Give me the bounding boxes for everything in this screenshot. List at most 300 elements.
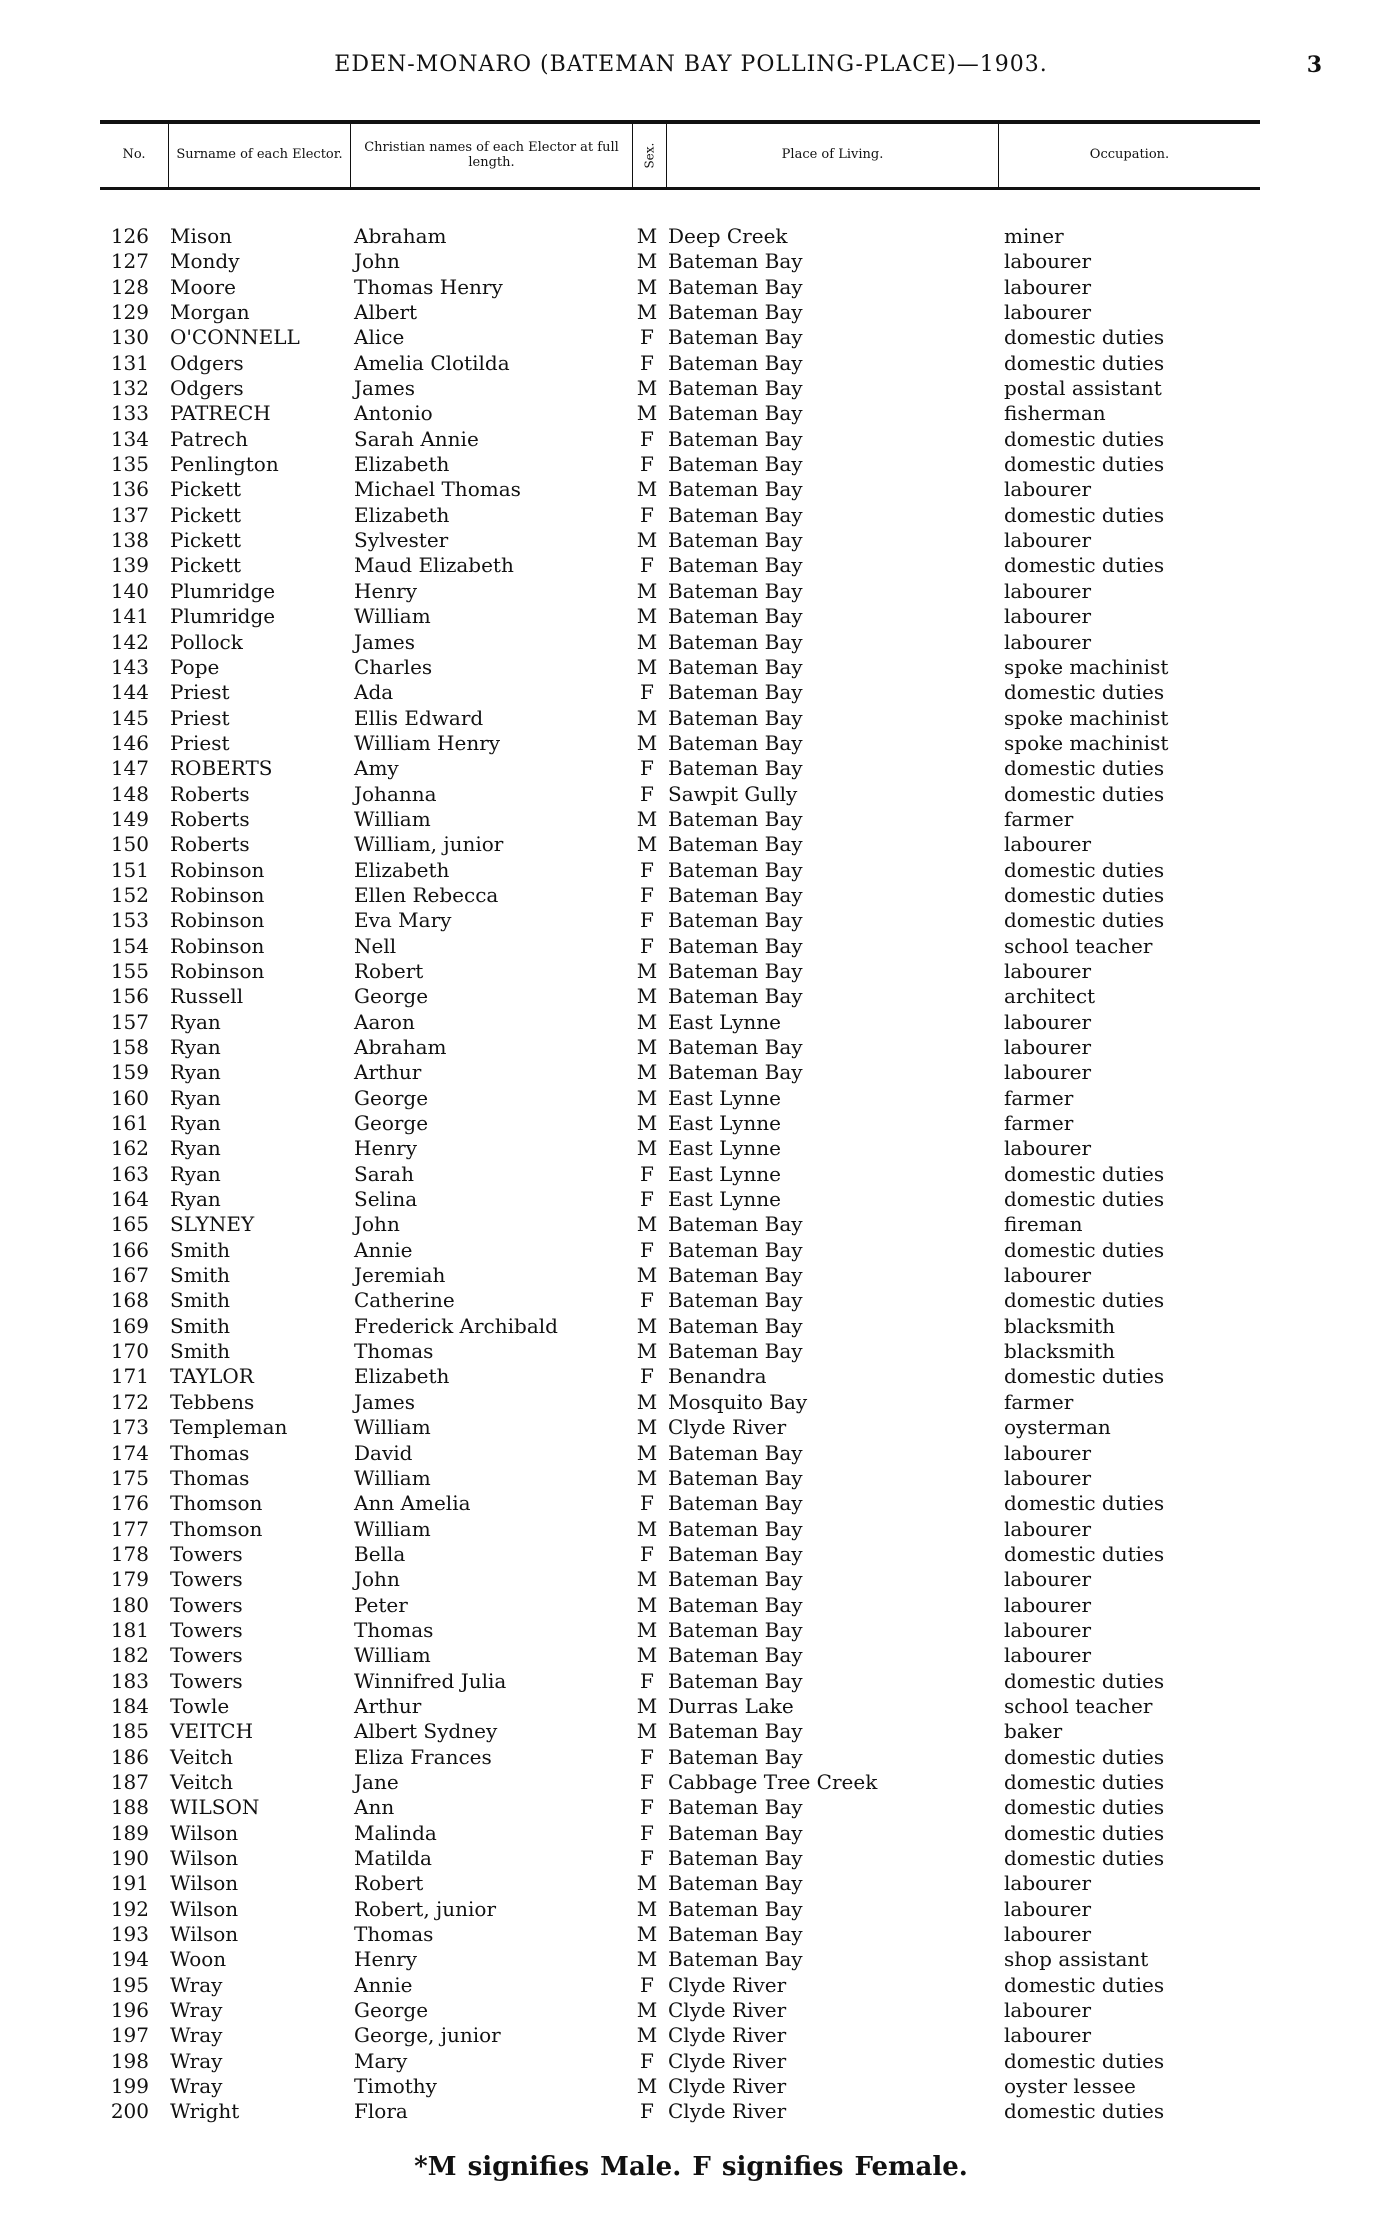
- elector-place: Clyde River: [668, 1972, 787, 1997]
- elector-surname: Towers: [170, 1643, 243, 1668]
- elector-number: 181: [110, 1617, 149, 1642]
- elector-number: 134: [110, 426, 149, 451]
- column-header-occupation: Occupation.: [998, 124, 1260, 187]
- elector-given-names: George, junior: [354, 2023, 501, 2048]
- elector-occupation: domestic duties: [1004, 857, 1165, 882]
- elector-given-names: Frederick Archibald: [354, 1313, 558, 1338]
- elector-sex: M: [636, 1263, 658, 1288]
- table-row: [0, 1441, 1382, 1466]
- elector-surname: Wray: [170, 2074, 223, 2099]
- elector-given-names: Mary: [354, 2048, 408, 2073]
- elector-place: Bateman Bay: [668, 1719, 803, 1744]
- elector-sex: M: [636, 730, 658, 755]
- elector-given-names: Amy: [354, 756, 399, 781]
- elector-surname: Towers: [170, 1668, 243, 1693]
- elector-number: 169: [110, 1313, 149, 1338]
- table-row: [0, 655, 1382, 680]
- elector-sex: M: [636, 1313, 658, 1338]
- table-row: [0, 1288, 1382, 1313]
- table-row: [0, 401, 1382, 426]
- table-row: [0, 984, 1382, 1009]
- elector-number: 135: [110, 452, 149, 477]
- elector-surname: Pickett: [170, 502, 242, 527]
- elector-place: Bateman Bay: [668, 528, 803, 553]
- elector-sex: M: [636, 832, 658, 857]
- elector-surname: Towle: [170, 1693, 230, 1718]
- elector-place: East Lynne: [668, 1085, 782, 1110]
- elector-surname: Mondy: [170, 249, 240, 274]
- elector-surname: Veitch: [170, 1744, 233, 1769]
- elector-number: 133: [110, 401, 149, 426]
- elector-sex: F: [640, 908, 654, 933]
- elector-number: 195: [110, 1972, 149, 1997]
- table-row: [0, 2074, 1382, 2099]
- elector-number: 126: [110, 224, 149, 248]
- elector-given-names: James: [354, 376, 416, 401]
- elector-number: 178: [110, 1541, 149, 1566]
- elector-sex: M: [636, 958, 658, 983]
- elector-given-names: Thomas: [354, 1617, 434, 1642]
- table-row: [0, 1187, 1382, 1212]
- elector-sex: M: [636, 1592, 658, 1617]
- elector-sex: M: [636, 249, 658, 274]
- elector-place: Bateman Bay: [668, 857, 803, 882]
- elector-number: 183: [110, 1668, 149, 1693]
- elector-place: Bateman Bay: [668, 1035, 803, 1059]
- elector-place: Bateman Bay: [668, 1896, 803, 1921]
- elector-place: Bateman Bay: [668, 1212, 803, 1237]
- elector-sex: M: [636, 1212, 658, 1237]
- elector-place: Bateman Bay: [668, 274, 803, 299]
- column-header-no: No.: [122, 147, 146, 163]
- table-row: [0, 1897, 1382, 1922]
- elector-occupation: labourer: [1004, 832, 1092, 857]
- elector-sex: F: [640, 452, 654, 477]
- elector-given-names: Catherine: [354, 1288, 455, 1313]
- table-row: [0, 908, 1382, 933]
- column-header-sex: [632, 124, 666, 187]
- elector-number: 143: [110, 654, 149, 679]
- elector-occupation: labourer: [1004, 1136, 1092, 1161]
- elector-sex: M: [636, 1617, 658, 1642]
- elector-occupation: labourer: [1004, 1516, 1092, 1541]
- elector-place: Bateman Bay: [668, 1060, 803, 1085]
- elector-given-names: Abraham: [354, 224, 447, 248]
- elector-occupation: domestic duties: [1004, 1364, 1165, 1389]
- elector-occupation: domestic duties: [1004, 452, 1165, 477]
- page-header: [0, 52, 1382, 88]
- elector-sex: M: [636, 1896, 658, 1921]
- elector-occupation: domestic duties: [1004, 426, 1165, 451]
- elector-sex: M: [636, 1719, 658, 1744]
- elector-sex: F: [640, 2048, 654, 2073]
- elector-number: 171: [110, 1364, 149, 1389]
- elector-number: 177: [110, 1516, 149, 1541]
- elector-given-names: Arthur: [354, 1693, 422, 1718]
- elector-occupation: domestic duties: [1004, 2048, 1165, 2073]
- elector-place: Bateman Bay: [668, 1440, 803, 1465]
- elector-number: 165: [110, 1212, 149, 1237]
- elector-surname: Veitch: [170, 1769, 233, 1794]
- elector-occupation: labourer: [1004, 578, 1092, 603]
- elector-number: 132: [110, 376, 149, 401]
- elector-surname: Towers: [170, 1617, 243, 1642]
- elector-given-names: Henry: [354, 578, 418, 603]
- elector-given-names: Timothy: [354, 2074, 437, 2099]
- table-row: [0, 1567, 1382, 1592]
- elector-occupation: domestic duties: [1004, 1541, 1165, 1566]
- table-row: [0, 706, 1382, 731]
- elector-surname: Templeman: [170, 1415, 288, 1440]
- elector-number: 162: [110, 1136, 149, 1161]
- elector-sex: F: [640, 1795, 654, 1820]
- elector-given-names: Charles: [354, 654, 433, 679]
- elector-sex: F: [640, 1364, 654, 1389]
- elector-place: Bateman Bay: [668, 1922, 803, 1947]
- elector-place: Clyde River: [668, 2048, 787, 2073]
- elector-surname: Thomson: [170, 1491, 263, 1516]
- elector-place: Bateman Bay: [668, 1313, 803, 1338]
- elector-place: Cabbage Tree Creek: [668, 1769, 878, 1794]
- elector-given-names: Albert: [354, 300, 418, 325]
- elector-surname: Wilson: [170, 1896, 239, 1921]
- table-row: [0, 477, 1382, 502]
- elector-number: 160: [110, 1085, 149, 1110]
- elector-occupation: postal assistant: [1004, 376, 1162, 401]
- elector-number: 144: [110, 680, 149, 705]
- elector-place: Clyde River: [668, 2099, 787, 2124]
- elector-sex: M: [636, 1567, 658, 1592]
- elector-place: Bateman Bay: [668, 1820, 803, 1845]
- table-row: [0, 1922, 1382, 1947]
- elector-occupation: domestic duties: [1004, 1972, 1165, 1997]
- elector-surname: Pollock: [170, 629, 243, 654]
- elector-given-names: Abraham: [354, 1035, 447, 1059]
- elector-occupation: labourer: [1004, 1617, 1092, 1642]
- elector-place: Bateman Bay: [668, 756, 803, 781]
- table-row: [0, 1593, 1382, 1618]
- table-row: [0, 1795, 1382, 1820]
- elector-sex: M: [636, 654, 658, 679]
- elector-place: Bateman Bay: [668, 1668, 803, 1693]
- elector-number: 138: [110, 528, 149, 553]
- column-header-surname: Surname of each Elector.: [168, 124, 350, 187]
- elector-surname: Wray: [170, 1972, 223, 1997]
- elector-given-names: Ada: [354, 680, 394, 705]
- elector-number: 168: [110, 1288, 149, 1313]
- elector-place: Bateman Bay: [668, 680, 803, 705]
- elector-place: Bateman Bay: [668, 806, 803, 831]
- elector-place: Bateman Bay: [668, 1592, 803, 1617]
- elector-surname: Robinson: [170, 933, 265, 958]
- elector-surname: Pickett: [170, 553, 242, 578]
- elector-number: 152: [110, 882, 149, 907]
- elector-place: Bateman Bay: [668, 325, 803, 350]
- elector-place: East Lynne: [668, 1009, 782, 1034]
- elector-place: Bateman Bay: [668, 1491, 803, 1516]
- elector-surname: SLYNEY: [170, 1212, 255, 1237]
- elector-number: 200: [110, 2099, 149, 2124]
- elector-surname: Patrech: [170, 426, 248, 451]
- elector-surname: Moore: [170, 274, 236, 299]
- elector-given-names: Flora: [354, 2099, 408, 2124]
- elector-sex: M: [636, 1643, 658, 1668]
- elector-place: Bateman Bay: [668, 629, 803, 654]
- elector-occupation: architect: [1004, 984, 1096, 1009]
- elector-sex: M: [636, 1998, 658, 2023]
- elector-number: 150: [110, 832, 149, 857]
- table-row: [0, 1162, 1382, 1187]
- elector-surname: Woon: [170, 1947, 227, 1972]
- elector-given-names: Thomas Henry: [354, 274, 503, 299]
- elector-place: Bateman Bay: [668, 933, 803, 958]
- electors-list: [0, 224, 1382, 2125]
- elector-number: 163: [110, 1161, 149, 1186]
- elector-occupation: domestic duties: [1004, 1187, 1165, 1212]
- elector-sex: M: [636, 1693, 658, 1718]
- elector-sex: M: [636, 1009, 658, 1034]
- elector-sex: F: [640, 2099, 654, 2124]
- elector-occupation: farmer: [1004, 806, 1074, 831]
- elector-place: Bateman Bay: [668, 502, 803, 527]
- elector-occupation: labourer: [1004, 1060, 1092, 1085]
- elector-sex: F: [640, 1491, 654, 1516]
- elector-surname: Ryan: [170, 1035, 221, 1059]
- elector-occupation: oysterman: [1004, 1415, 1111, 1440]
- elector-occupation: labourer: [1004, 1871, 1092, 1896]
- elector-number: 127: [110, 249, 149, 274]
- table-row: [0, 452, 1382, 477]
- elector-given-names: William Henry: [354, 730, 501, 755]
- elector-sex: M: [636, 224, 658, 248]
- elector-sex: F: [640, 553, 654, 578]
- elector-given-names: Antonio: [354, 401, 433, 426]
- column-header-place: Place of Living.: [666, 124, 998, 187]
- table-row: [0, 1871, 1382, 1896]
- elector-occupation: baker: [1004, 1719, 1063, 1744]
- page-title: EDEN-MONARO (BATEMAN BAY POLLING-PLACE)—1903.: [334, 52, 1048, 77]
- elector-sex: M: [636, 376, 658, 401]
- elector-occupation: labourer: [1004, 1263, 1092, 1288]
- elector-number: 161: [110, 1111, 149, 1136]
- elector-occupation: blacksmith: [1004, 1339, 1115, 1364]
- elector-number: 141: [110, 604, 149, 629]
- elector-sex: F: [640, 426, 654, 451]
- elector-place: Bateman Bay: [668, 1643, 803, 1668]
- elector-surname: Penlington: [170, 452, 279, 477]
- footnote: *M signifies Male. F signifies Female.: [414, 2152, 968, 2182]
- elector-occupation: domestic duties: [1004, 1668, 1165, 1693]
- elector-number: 145: [110, 705, 149, 730]
- table-row: [0, 1364, 1382, 1389]
- elector-sex: M: [636, 1415, 658, 1440]
- elector-number: 148: [110, 781, 149, 806]
- elector-surname: Wilson: [170, 1846, 239, 1870]
- elector-place: Bateman Bay: [668, 958, 803, 983]
- elector-sex: M: [636, 984, 658, 1009]
- elector-occupation: shop assistant: [1004, 1947, 1149, 1972]
- elector-surname: Wright: [170, 2099, 240, 2124]
- elector-given-names: Bella: [354, 1541, 406, 1566]
- elector-sex: M: [636, 528, 658, 553]
- table-row: [0, 604, 1382, 629]
- elector-occupation: domestic duties: [1004, 1820, 1165, 1845]
- elector-sex: F: [640, 325, 654, 350]
- elector-place: East Lynne: [668, 1187, 782, 1212]
- elector-surname: Robinson: [170, 958, 265, 983]
- table-row: [0, 376, 1382, 401]
- page-number: 3: [1306, 52, 1322, 78]
- elector-place: Bateman Bay: [668, 1795, 803, 1820]
- elector-occupation: labourer: [1004, 1896, 1092, 1921]
- elector-occupation: spoke machinist: [1004, 730, 1169, 755]
- elector-sex: F: [640, 502, 654, 527]
- elector-occupation: spoke machinist: [1004, 654, 1169, 679]
- elector-occupation: domestic duties: [1004, 781, 1165, 806]
- elector-given-names: Winnifred Julia: [354, 1668, 507, 1693]
- elector-given-names: Robert: [354, 958, 424, 983]
- column-header-given: Christian names of each Elector at full length.: [350, 124, 632, 187]
- elector-surname: Roberts: [170, 781, 250, 806]
- elector-surname: Pickett: [170, 528, 242, 553]
- elector-number: 172: [110, 1389, 149, 1414]
- elector-surname: Priest: [170, 730, 230, 755]
- elector-given-names: Annie: [354, 1237, 413, 1262]
- elector-given-names: William, junior: [354, 832, 504, 857]
- elector-occupation: labourer: [1004, 1009, 1092, 1034]
- elector-occupation: domestic duties: [1004, 350, 1165, 375]
- elector-given-names: Jeremiah: [354, 1263, 446, 1288]
- elector-place: Sawpit Gully: [668, 781, 798, 806]
- elector-sex: M: [636, 806, 658, 831]
- elector-given-names: William: [354, 604, 431, 629]
- elector-occupation: domestic duties: [1004, 1744, 1165, 1769]
- elector-number: 158: [110, 1035, 149, 1059]
- elector-place: Clyde River: [668, 2023, 787, 2048]
- elector-surname: Towers: [170, 1567, 243, 1592]
- elector-sex: M: [636, 705, 658, 730]
- elector-surname: Pope: [170, 654, 220, 679]
- elector-sex: F: [640, 1846, 654, 1870]
- elector-number: 167: [110, 1263, 149, 1288]
- elector-given-names: William: [354, 806, 431, 831]
- elector-place: Bateman Bay: [668, 1617, 803, 1642]
- elector-place: Clyde River: [668, 1415, 787, 1440]
- elector-occupation: farmer: [1004, 1085, 1074, 1110]
- elector-number: 191: [110, 1871, 149, 1896]
- elector-number: 142: [110, 629, 149, 654]
- elector-place: Bateman Bay: [668, 654, 803, 679]
- table-row: [0, 528, 1382, 553]
- elector-given-names: Elizabeth: [354, 857, 450, 882]
- elector-surname: Smith: [170, 1313, 230, 1338]
- elector-place: Bateman Bay: [668, 1744, 803, 1769]
- elector-given-names: Thomas: [354, 1339, 434, 1364]
- elector-place: Bateman Bay: [668, 350, 803, 375]
- elector-place: Bateman Bay: [668, 578, 803, 603]
- elector-surname: Smith: [170, 1339, 230, 1364]
- elector-surname: Ryan: [170, 1060, 221, 1085]
- elector-sex: M: [636, 1085, 658, 1110]
- elector-occupation: spoke machinist: [1004, 705, 1169, 730]
- column-header-sex-label: Sex.: [641, 142, 656, 169]
- elector-surname: Thomas: [170, 1465, 250, 1490]
- elector-given-names: Matilda: [354, 1846, 432, 1870]
- elector-given-names: William: [354, 1415, 431, 1440]
- elector-occupation: domestic duties: [1004, 908, 1165, 933]
- elector-surname: Roberts: [170, 832, 250, 857]
- elector-occupation: labourer: [1004, 604, 1092, 629]
- elector-surname: Roberts: [170, 806, 250, 831]
- elector-surname: Wilson: [170, 1871, 239, 1896]
- table-row: [0, 553, 1382, 578]
- elector-occupation: domestic duties: [1004, 756, 1165, 781]
- elector-number: 194: [110, 1947, 149, 1972]
- table-row: [0, 1466, 1382, 1491]
- table-row: [0, 1111, 1382, 1136]
- elector-surname: Plumridge: [170, 578, 276, 603]
- elector-given-names: Arthur: [354, 1060, 422, 1085]
- table-row: [0, 1517, 1382, 1542]
- elector-given-names: Jane: [354, 1769, 399, 1794]
- elector-number: 139: [110, 553, 149, 578]
- elector-number: 147: [110, 756, 149, 781]
- elector-surname: Ryan: [170, 1009, 221, 1034]
- table-row: [0, 1314, 1382, 1339]
- elector-place: Bateman Bay: [668, 1541, 803, 1566]
- elector-sex: M: [636, 1389, 658, 1414]
- elector-occupation: domestic duties: [1004, 1161, 1165, 1186]
- table-row: [0, 934, 1382, 959]
- elector-occupation: domestic duties: [1004, 1491, 1165, 1516]
- elector-given-names: Sarah: [354, 1161, 414, 1186]
- elector-occupation: labourer: [1004, 958, 1092, 983]
- table-row: [0, 756, 1382, 781]
- elector-occupation: blacksmith: [1004, 1313, 1115, 1338]
- elector-occupation: labourer: [1004, 2023, 1092, 2048]
- elector-place: Bateman Bay: [668, 1339, 803, 1364]
- elector-given-names: Annie: [354, 1972, 413, 1997]
- table-row: [0, 1669, 1382, 1694]
- elector-number: 196: [110, 1998, 149, 2023]
- elector-number: 192: [110, 1896, 149, 1921]
- elector-given-names: Thomas: [354, 1922, 434, 1947]
- elector-given-names: Robert: [354, 1871, 424, 1896]
- elector-sex: F: [640, 1744, 654, 1769]
- elector-surname: ROBERTS: [170, 756, 273, 781]
- elector-sex: M: [636, 1339, 658, 1364]
- elector-place: Bateman Bay: [668, 1465, 803, 1490]
- elector-sex: F: [640, 781, 654, 806]
- elector-number: 170: [110, 1339, 149, 1364]
- elector-occupation: school teacher: [1004, 933, 1153, 958]
- elector-sex: F: [640, 1187, 654, 1212]
- elector-occupation: oyster lessee: [1004, 2074, 1136, 2099]
- elector-occupation: farmer: [1004, 1389, 1074, 1414]
- elector-surname: Towers: [170, 1541, 243, 1566]
- elector-surname: Wray: [170, 1998, 223, 2023]
- elector-occupation: labourer: [1004, 1643, 1092, 1668]
- elector-sex: M: [636, 274, 658, 299]
- elector-number: 149: [110, 806, 149, 831]
- table-row: [0, 630, 1382, 655]
- elector-number: 190: [110, 1846, 149, 1870]
- elector-number: 151: [110, 857, 149, 882]
- table-row: [0, 807, 1382, 832]
- elector-given-names: John: [354, 249, 400, 274]
- table-row: [0, 883, 1382, 908]
- elector-given-names: Eva Mary: [354, 908, 452, 933]
